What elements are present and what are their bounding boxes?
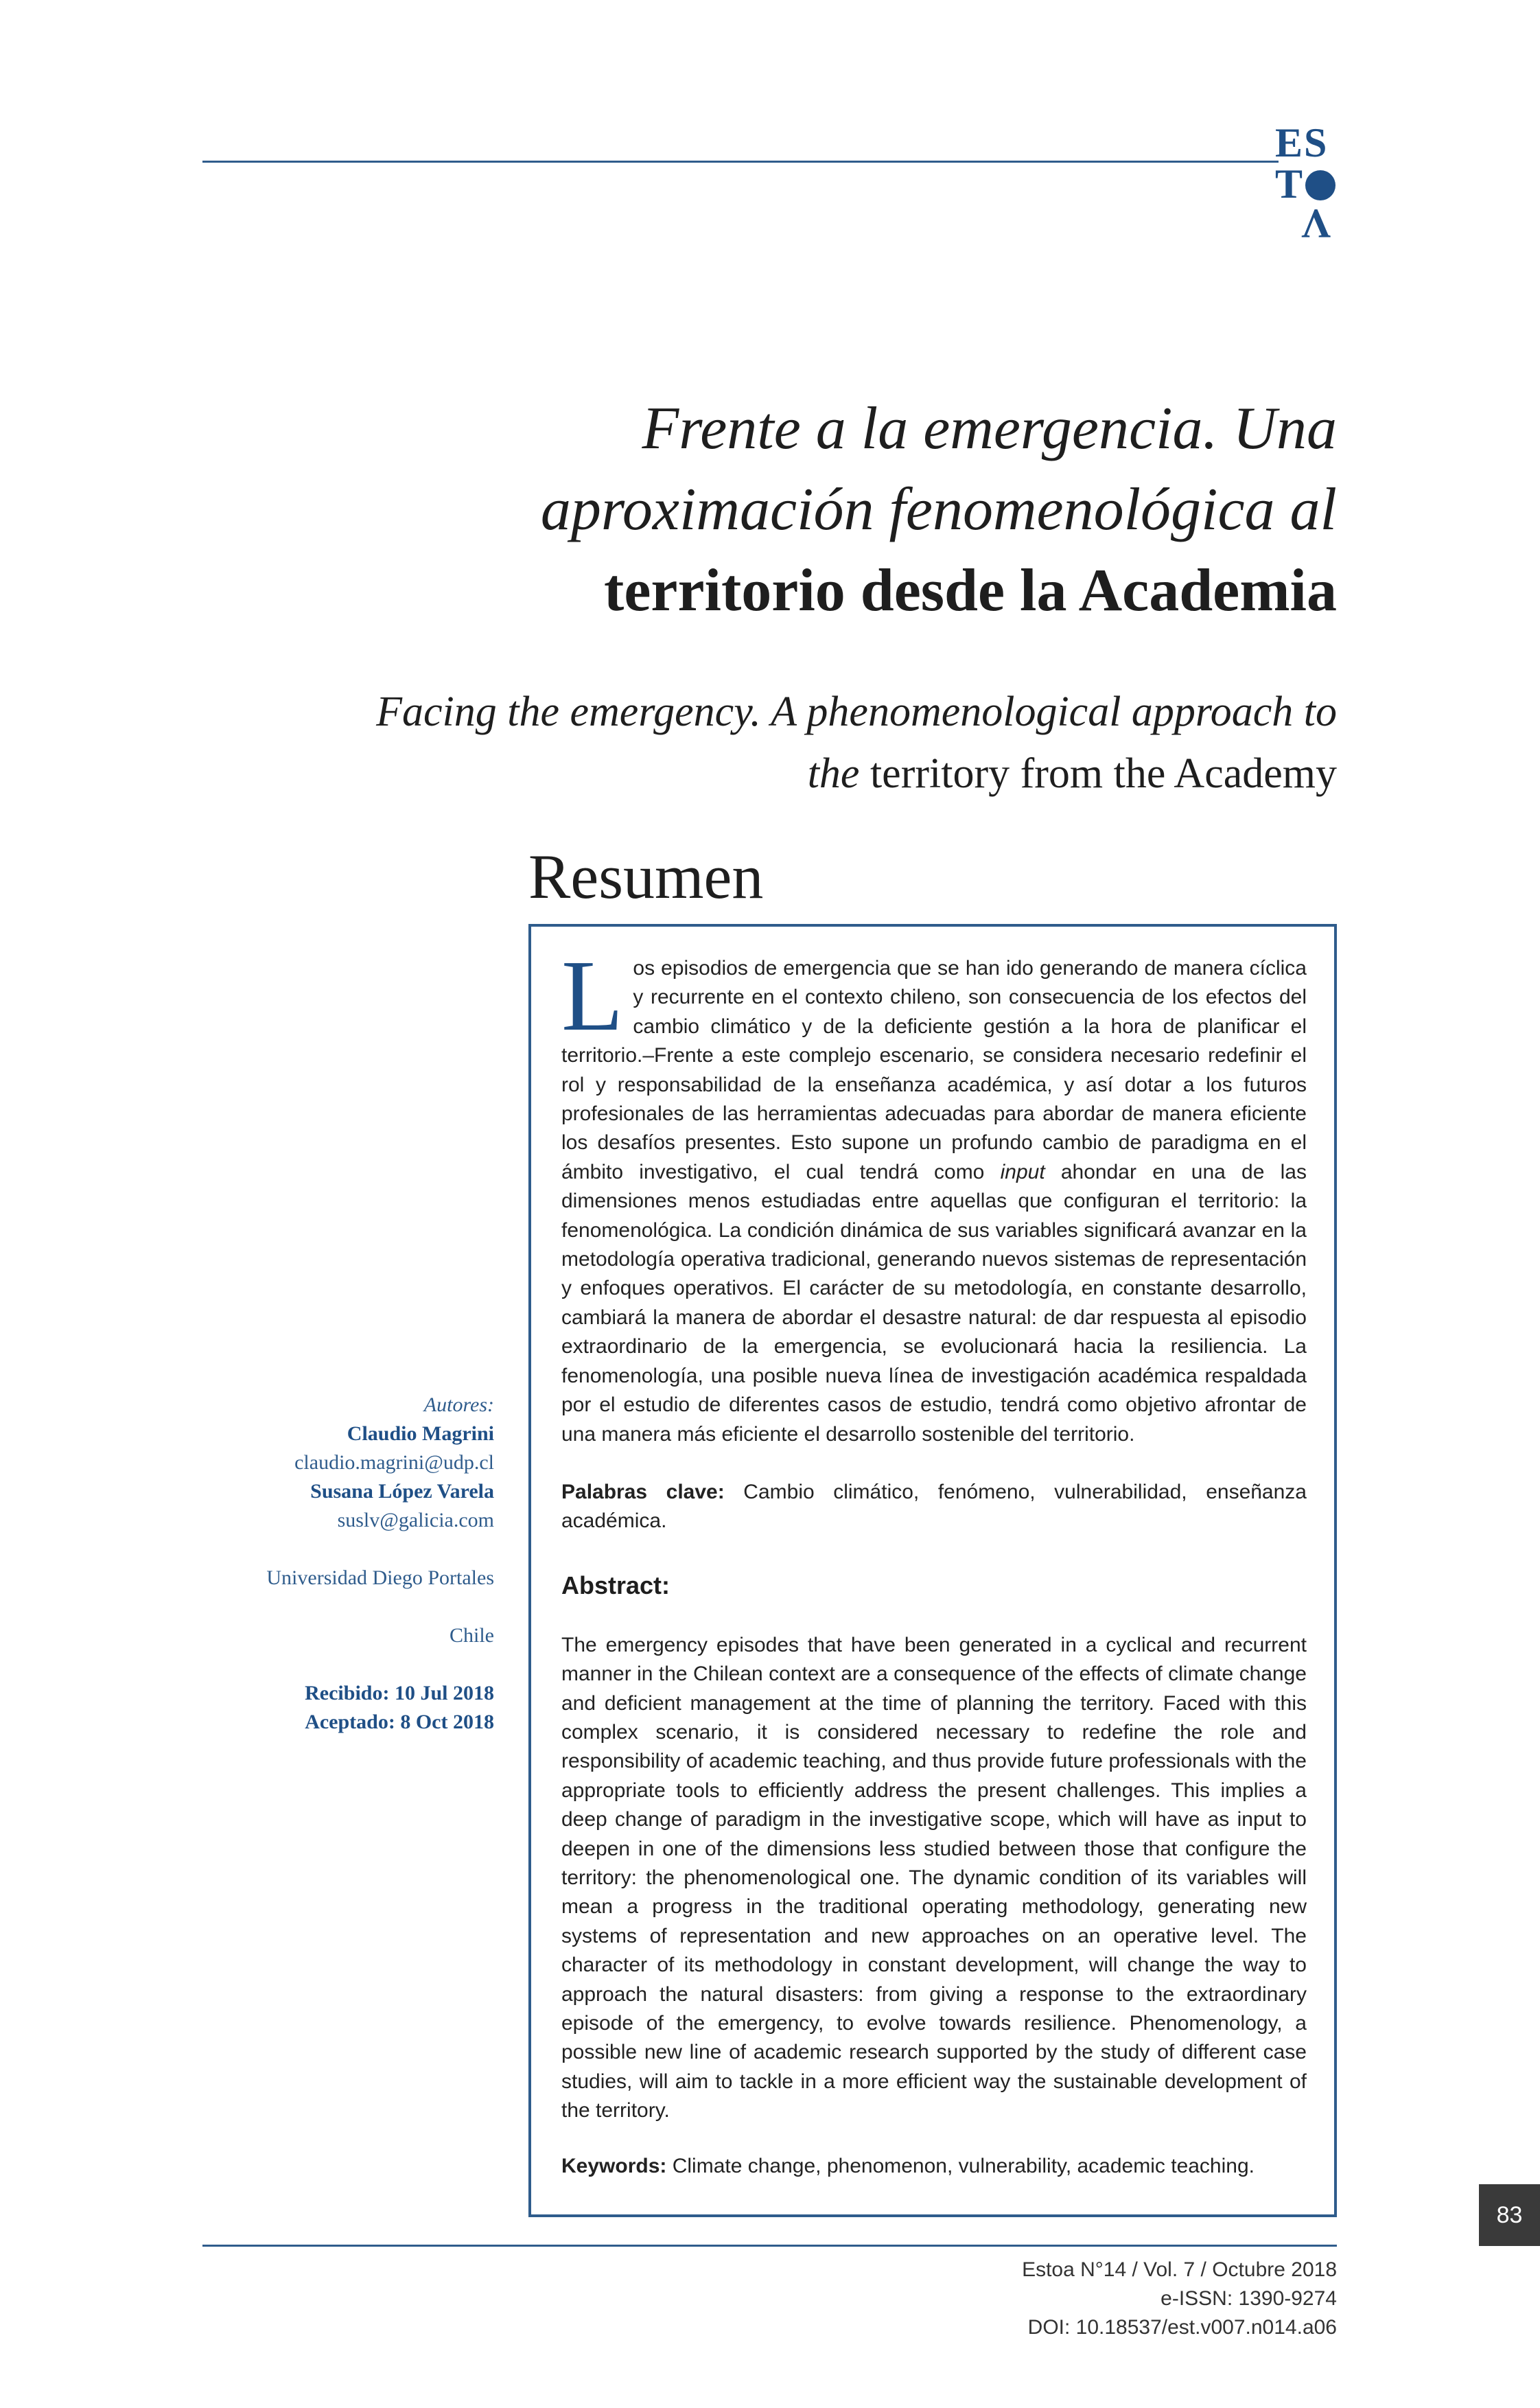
title-en-line-1: Facing the emergency. A phenomenological approach to [376, 688, 1337, 735]
author-1-email[interactable]: claudio.magrini@udp.cl [294, 1451, 494, 1474]
keywords [561, 2152, 1307, 2181]
footer-rule [202, 2245, 1337, 2247]
country: Chile [450, 1624, 494, 1647]
resumen-body-part-1: os episodios de emergencia que se han ido generando de manera cíclica y recurrente en el contexto chileno, son consecuencia de los efectos del cambio climático y de la deficiente gestión a la hora de planificar el territorio.–Frente a este complejo escenario, se considera necesario redefinir el rol y responsabilidad de la enseñanza académica, y así dotar a los futuros profesionales de las herramientas adecuadas para abordar de manera eficiente los desafíos presentes. Esto supone un profundo cambio de paradigma en el ámbito investigativo, el cual tendrá como [561, 957, 1307, 1183]
logo-letter-t: T [1275, 161, 1305, 207]
title-es-line-3: territorio desde la Academia [604, 557, 1337, 624]
resumen-body-italic: input [1000, 1160, 1045, 1183]
university: Universidad Diego Portales [266, 1566, 494, 1589]
abstract-heading: Abstract: [561, 1571, 670, 1599]
resumen-body-part-2: ahondar en una de las dimensiones menos estudiadas entre aquellas que configuran el territorio: la fenomenológica. La condición dinámica de sus variables significará avanzar en la metodología operativa tradicional, generando nuevos sistemas de representación y enfoques operativos. El carácter de su metodología, en constante desarrollo, cambiará la manera de abordar el desastre natural: de dar respuesta al episodio extraordinario de la emergencia, se evolucionará hacia la resiliencia. La fenomenología, una posible nueva línea de investigación académica respaldada por el estudio de diferentes casos de estudio, tendrá como objetivo afrontar de una manera más eficiente el desarrollo sostenible del territorio. [561, 1160, 1307, 1446]
logo-dot-icon [1305, 170, 1335, 200]
resumen-heading: Resumen [528, 842, 764, 912]
logo-line-1: ES [1275, 120, 1329, 165]
author-2-email[interactable]: suslv@galicia.com [337, 1509, 494, 1531]
abstract-body: The emergency episodes that have been generated in a cyclical and recurrent manner in the Chilean context are a consequence of the effects of climate change and deficient management at the time of planning the territory. Faced with this complex scenario, it is considered necessary to redefine the role and responsibility of academic teaching, and thus provide future professionals with the appropriate tools to efficiently address the present challenges. This implies a deep change of paradigm in the investigative scope, which will have as input to deepen in one of the dimensions less studied between those that configure the territory: the phenomenological one. The dynamic condition of its variables will mean a progress in the traditional operating methodology, generating new systems of representation and new approaches on an operative level. The character of its methodology in constant development, will change the way to approach the natural disasters: from giving a response to the extraordinary episode of the emergency, to evolve towards resilience. Phenomenology, a possible new line of academic research supported by the study of different case studies, will aim to tackle in a more efficient way the sustainable development of the territory. [561, 1633, 1307, 2122]
title-spanish [307, 389, 1337, 632]
resumen-body [561, 940, 1307, 1449]
page-number: 83 [1479, 2184, 1540, 2246]
drop-cap: L [561, 940, 624, 1052]
accepted-date: Aceptado: 8 Oct 2018 [305, 1711, 494, 1733]
author-1-name: Claudio Magrini [347, 1422, 494, 1445]
logo-line-3: V [1300, 201, 1331, 246]
footer-journal: Estoa N°14 / Vol. 7 / Octubre 2018 [1022, 2258, 1337, 2281]
footer-doi[interactable]: DOI: 10.18537/est.v007.n014.a06 [1027, 2316, 1337, 2339]
title-en-rest: territory from the Academy [859, 750, 1337, 797]
footer [788, 2256, 1337, 2342]
author-sidebar [137, 1391, 494, 1737]
palabras-clave-values: Cambio climático, fenómeno, vulnerabilidad, enseñanza académica. [561, 1480, 1307, 1533]
title-es-line-2: aproximación fenomenológica al [540, 476, 1337, 543]
header-rule [202, 161, 1279, 163]
autores-label: Autores: [423, 1393, 494, 1416]
abstract-box-content [561, 940, 1307, 2181]
title-en-italic: the [807, 750, 860, 797]
author-2-name: Susana López Varela [310, 1480, 494, 1503]
title-english [102, 681, 1337, 804]
received-date: Recibido: 10 Jul 2018 [305, 1682, 494, 1704]
palabras-clave-label: Palabras clave: [561, 1480, 725, 1503]
footer-issn: e-ISSN: 1390-9274 [1160, 2287, 1337, 2310]
keywords-label: Keywords: [561, 2154, 667, 2177]
palabras-clave [561, 1478, 1307, 1536]
title-en-line-2 [102, 743, 1337, 804]
title-es-line-1: Frente a la emergencia. Una [642, 395, 1337, 462]
keywords-values: Climate change, phenomenon, vulnerability, academic teaching. [666, 2154, 1255, 2177]
estoa-logo [1275, 122, 1337, 246]
abstract-box [528, 924, 1337, 2217]
logo-line-2 [1275, 163, 1335, 205]
